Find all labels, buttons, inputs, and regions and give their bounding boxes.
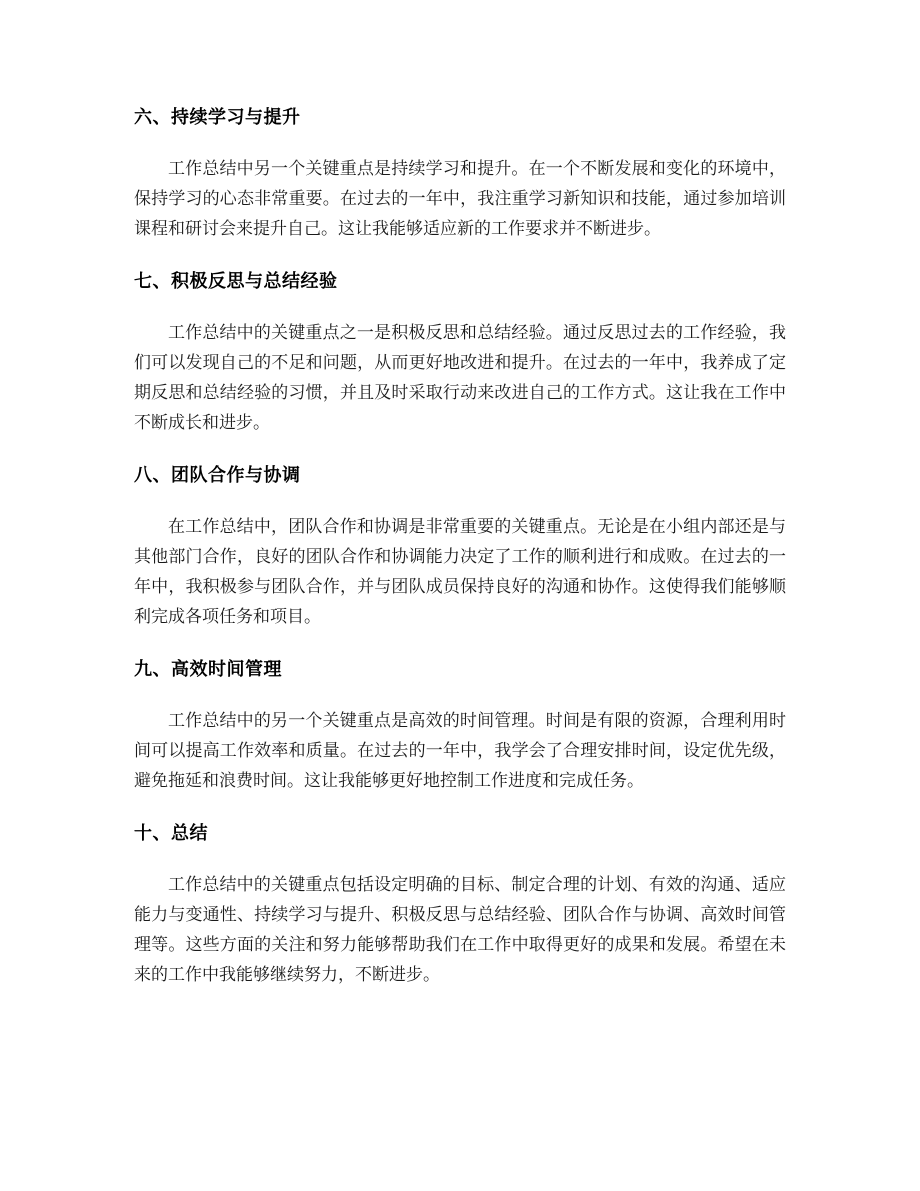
section-heading: 七、积极反思与总结经验	[134, 271, 338, 292]
section-teamwork	[134, 464, 786, 632]
document-page	[134, 106, 786, 1016]
section-heading: 六、持续学习与提升	[134, 107, 301, 128]
section-heading: 九、高效时间管理	[134, 659, 282, 680]
section-paragraph: 工作总结中的关键重点包括设定明确的目标、制定合理的计划、有效的沟通、适应能力与变通性、持续学习与提升、积极反思与总结经验、团队合作与协调、高效时间管理等。这些方面的关注和努力能够帮助我们在工作中取得更好的成果和发展。希望在未来的工作中我能够继续努力，不断进步。	[134, 875, 786, 985]
section-paragraph: 在工作总结中，团队合作和协调是非常重要的关键重点。无论是在小组内部还是与其他部门合作，良好的团队合作和协调能力决定了工作的顺利进行和成败。在过去的一年中，我积极参与团队合作，并与团队成员保持良好的沟通和协作。这使得我们能够顺利完成各项任务和项目。	[134, 517, 786, 627]
section-heading: 十、总结	[134, 823, 208, 844]
section-continuous-learning	[134, 106, 786, 244]
section-time-management	[134, 658, 786, 796]
section-heading: 八、团队合作与协调	[134, 465, 301, 486]
section-paragraph: 工作总结中的另一个关键重点是高效的时间管理。时间是有限的资源，合理利用时间可以提高工作效率和质量。在过去的一年中，我学会了合理安排时间，设定优先级，避免拖延和浪费时间。这让我能够更好地控制工作进度和完成任务。	[134, 711, 786, 791]
section-paragraph: 工作总结中另一个关键重点是持续学习和提升。在一个不断发展和变化的环境中，保持学习的心态非常重要。在过去的一年中，我注重学习新知识和技能，通过参加培训课程和研讨会来提升自己。这让我能够适应新的工作要求并不断进步。	[134, 159, 786, 239]
section-paragraph: 工作总结中的关键重点之一是积极反思和总结经验。通过反思过去的工作经验，我们可以发现自己的不足和问题，从而更好地改进和提升。在过去的一年中，我养成了定期反思和总结经验的习惯，并且及时采取行动来改进自己的工作方式。这让我在工作中不断成长和进步。	[134, 323, 786, 433]
section-reflection	[134, 270, 786, 438]
section-summary	[134, 822, 786, 990]
